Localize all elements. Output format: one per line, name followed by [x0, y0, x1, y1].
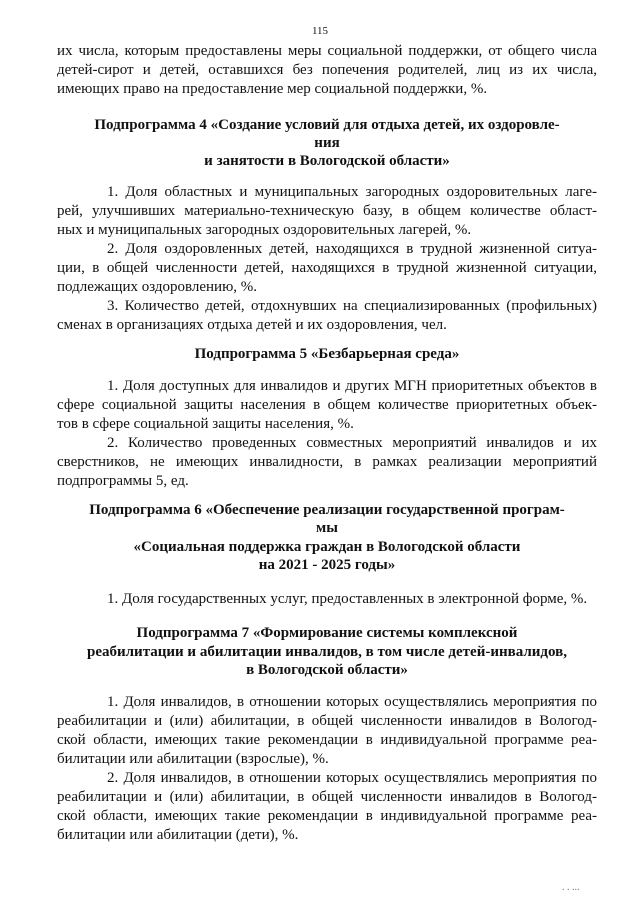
- intro-line: детей-сирот и детей, оставшихся без попечения родителей, лиц из их числа,: [57, 62, 597, 78]
- paragraph-line: 3. Количество детей, отдохнувших на специализированных (профильных): [107, 298, 597, 314]
- subprogram-6-heading: на 2021 - 2025 годы»: [258, 557, 396, 573]
- scan-corner-marks: . . ...: [562, 882, 580, 893]
- paragraph-line: ных и муниципальных загородных оздоровительных лагерей, %.: [57, 222, 472, 238]
- paragraph-line: рей, улучшивших материально-техническую базу, в общем количестве област-: [57, 203, 597, 219]
- paragraph-line: 1. Доля доступных для инвалидов и других МГН приоритетных объектов в: [107, 378, 597, 394]
- paragraph-line: сверстников, не имеющих инвалидности, в рамках реализации мероприятий: [57, 454, 597, 470]
- subprogram-4-heading: и занятости в Вологодской области»: [204, 153, 450, 169]
- paragraph-line: 1. Доля инвалидов, в отношении которых осуществлялись мероприятия по: [107, 694, 597, 710]
- paragraph-line: ции, в общей численности детей, находящихся в трудной жизненной ситуации,: [57, 260, 597, 276]
- page-number: 115: [311, 25, 329, 37]
- subprogram-6-heading: «Социальная поддержка граждан в Вологодской области: [133, 539, 521, 555]
- paragraph-line: тов в сфере социальной защиты населения, %.: [57, 416, 354, 432]
- subprogram-7-heading: Подпрограмма 7 «Формирование системы комплексной: [136, 625, 518, 641]
- subprogram-4-heading: Подпрограмма 4 «Создание условий для отдыха детей, их оздоровле-: [94, 117, 560, 133]
- paragraph-line: подпрограммы 5, ед.: [57, 473, 189, 489]
- subprogram-6-heading: мы: [316, 520, 338, 536]
- subprogram-4-heading: ния: [314, 135, 340, 151]
- paragraph-line: сменах в организациях отдыха детей и их оздоровления, чел.: [57, 317, 447, 333]
- paragraph-line: реабилитации и (или) абилитации, в общей численности инвалидов в Вологод-: [57, 789, 597, 805]
- paragraph-line: подлежащих оздоровлению, %.: [57, 279, 258, 295]
- paragraph-line: 2. Доля инвалидов, в отношении которых осуществлялись мероприятия по: [107, 770, 597, 786]
- paragraph-line: билитации или абилитации (дети), %.: [57, 827, 299, 843]
- paragraph-line: ской области, имеющих такие рекомендации в индивидуальной программе реа-: [57, 732, 597, 748]
- paragraph-line: 2. Количество проведенных совместных мероприятий инвалидов и их: [107, 435, 597, 451]
- paragraph-line: сфере социальной защиты населения в общем количестве приоритетных объек-: [57, 397, 597, 413]
- subprogram-5-heading: Подпрограмма 5 «Безбарьерная среда»: [194, 346, 460, 362]
- paragraph-line: 1. Доля областных и муниципальных загородных оздоровительных лаге-: [107, 184, 597, 200]
- intro-line: их числа, которым предоставлены меры социальной поддержки, от общего числа: [57, 43, 597, 59]
- subprogram-6-heading: Подпрограмма 6 «Обеспечение реализации государственной програм-: [89, 502, 565, 518]
- subprogram-7-heading: реабилитации и абилитации инвалидов, в том числе детей-инвалидов,: [87, 644, 567, 660]
- paragraph-line: 1. Доля государственных услуг, предоставленных в электронной форме, %.: [107, 591, 588, 607]
- paragraph-line: билитации или абилитации (взрослые), %.: [57, 751, 329, 767]
- paragraph-line: 2. Доля оздоровленных детей, находящихся в трудной жизненной ситуа-: [107, 241, 597, 257]
- subprogram-7-heading: в Вологодской области»: [246, 662, 408, 678]
- paragraph-line: реабилитации и (или) абилитации, в общей численности инвалидов в Вологод-: [57, 713, 597, 729]
- paragraph-line: ской области, имеющих такие рекомендации в индивидуальной программе реа-: [57, 808, 597, 824]
- intro-line: имеющих право на предоставление мер социальной поддержки, %.: [57, 81, 488, 97]
